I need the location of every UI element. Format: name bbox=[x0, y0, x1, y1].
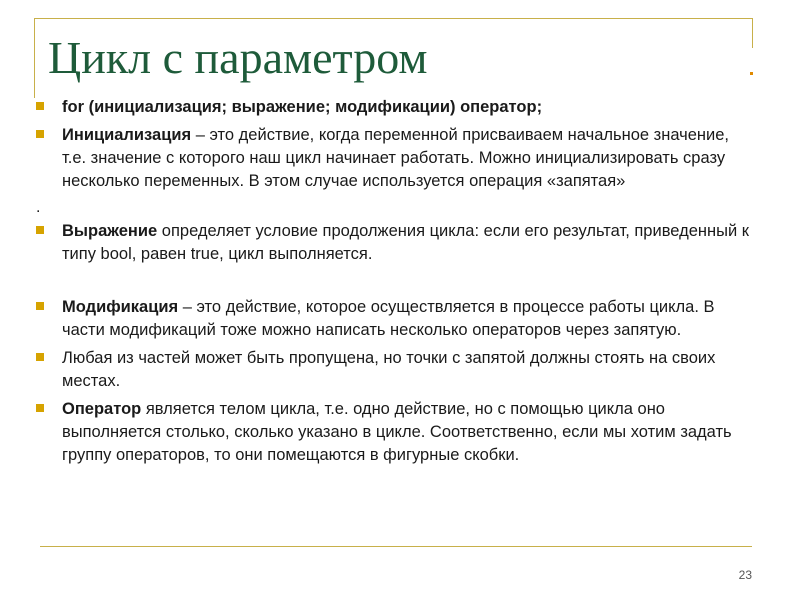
frame-accent-dot bbox=[750, 72, 753, 75]
frame-left-line bbox=[34, 18, 35, 98]
item-bold-text: Модификация bbox=[62, 298, 179, 316]
square-bullet-icon bbox=[36, 353, 44, 361]
frame-top-line bbox=[34, 18, 752, 19]
bullet-item-initialization bbox=[36, 124, 756, 193]
frame-bottom-line bbox=[40, 546, 752, 547]
bullet-item-omission bbox=[36, 347, 756, 393]
bullet-item-syntax bbox=[36, 96, 756, 119]
bullet-item-modification bbox=[36, 296, 756, 342]
square-bullet-icon bbox=[36, 404, 44, 412]
slide-content bbox=[36, 96, 756, 472]
square-bullet-icon bbox=[36, 302, 44, 310]
slide-title: Цикл с параметром bbox=[48, 32, 428, 83]
square-bullet-icon bbox=[36, 226, 44, 234]
item-bold-text: Инициализация bbox=[62, 126, 192, 144]
item-bold-text: for (инициализация; выражение; модификации) оператор; bbox=[62, 98, 543, 116]
stray-dot: . bbox=[36, 199, 41, 216]
page-number: 23 bbox=[738, 568, 752, 582]
item-text: определяет условие продолжения цикла: если его результат, приведенный к типу bool, равен true, цикл выполняется. bbox=[62, 222, 749, 263]
item-bold-text: Выражение bbox=[62, 222, 158, 240]
bullet-item-expression bbox=[36, 220, 756, 266]
item-text: Любая из частей может быть пропущена, но точки с запятой должны стоять на своих местах. bbox=[62, 349, 716, 390]
item-text: является телом цикла, т.е. одно действие, но с помощью цикла оно выполняется столько, сколько указано в цикле. Соответственно, если мы хотим задать группу операторов, то они помещаются в фигурные скобки. bbox=[62, 400, 732, 464]
square-bullet-icon bbox=[36, 102, 44, 110]
empty-paragraph bbox=[36, 271, 756, 296]
frame-right-line bbox=[752, 18, 753, 48]
bullet-item-operator bbox=[36, 398, 756, 467]
item-bold-text: Оператор bbox=[62, 400, 142, 418]
item-text: – это действие, когда переменной присваиваем начальное значение, т.е. значение с которого наш цикл начинает работать. Можно инициализировать сразу несколько переменных. В этом случае используется операция «запятая» bbox=[62, 126, 730, 190]
square-bullet-icon bbox=[36, 130, 44, 138]
item-text: – это действие, которое осуществляется в процессе работы цикла. В части модификаций тоже можно написать несколько операторов через запятую. bbox=[62, 298, 715, 339]
